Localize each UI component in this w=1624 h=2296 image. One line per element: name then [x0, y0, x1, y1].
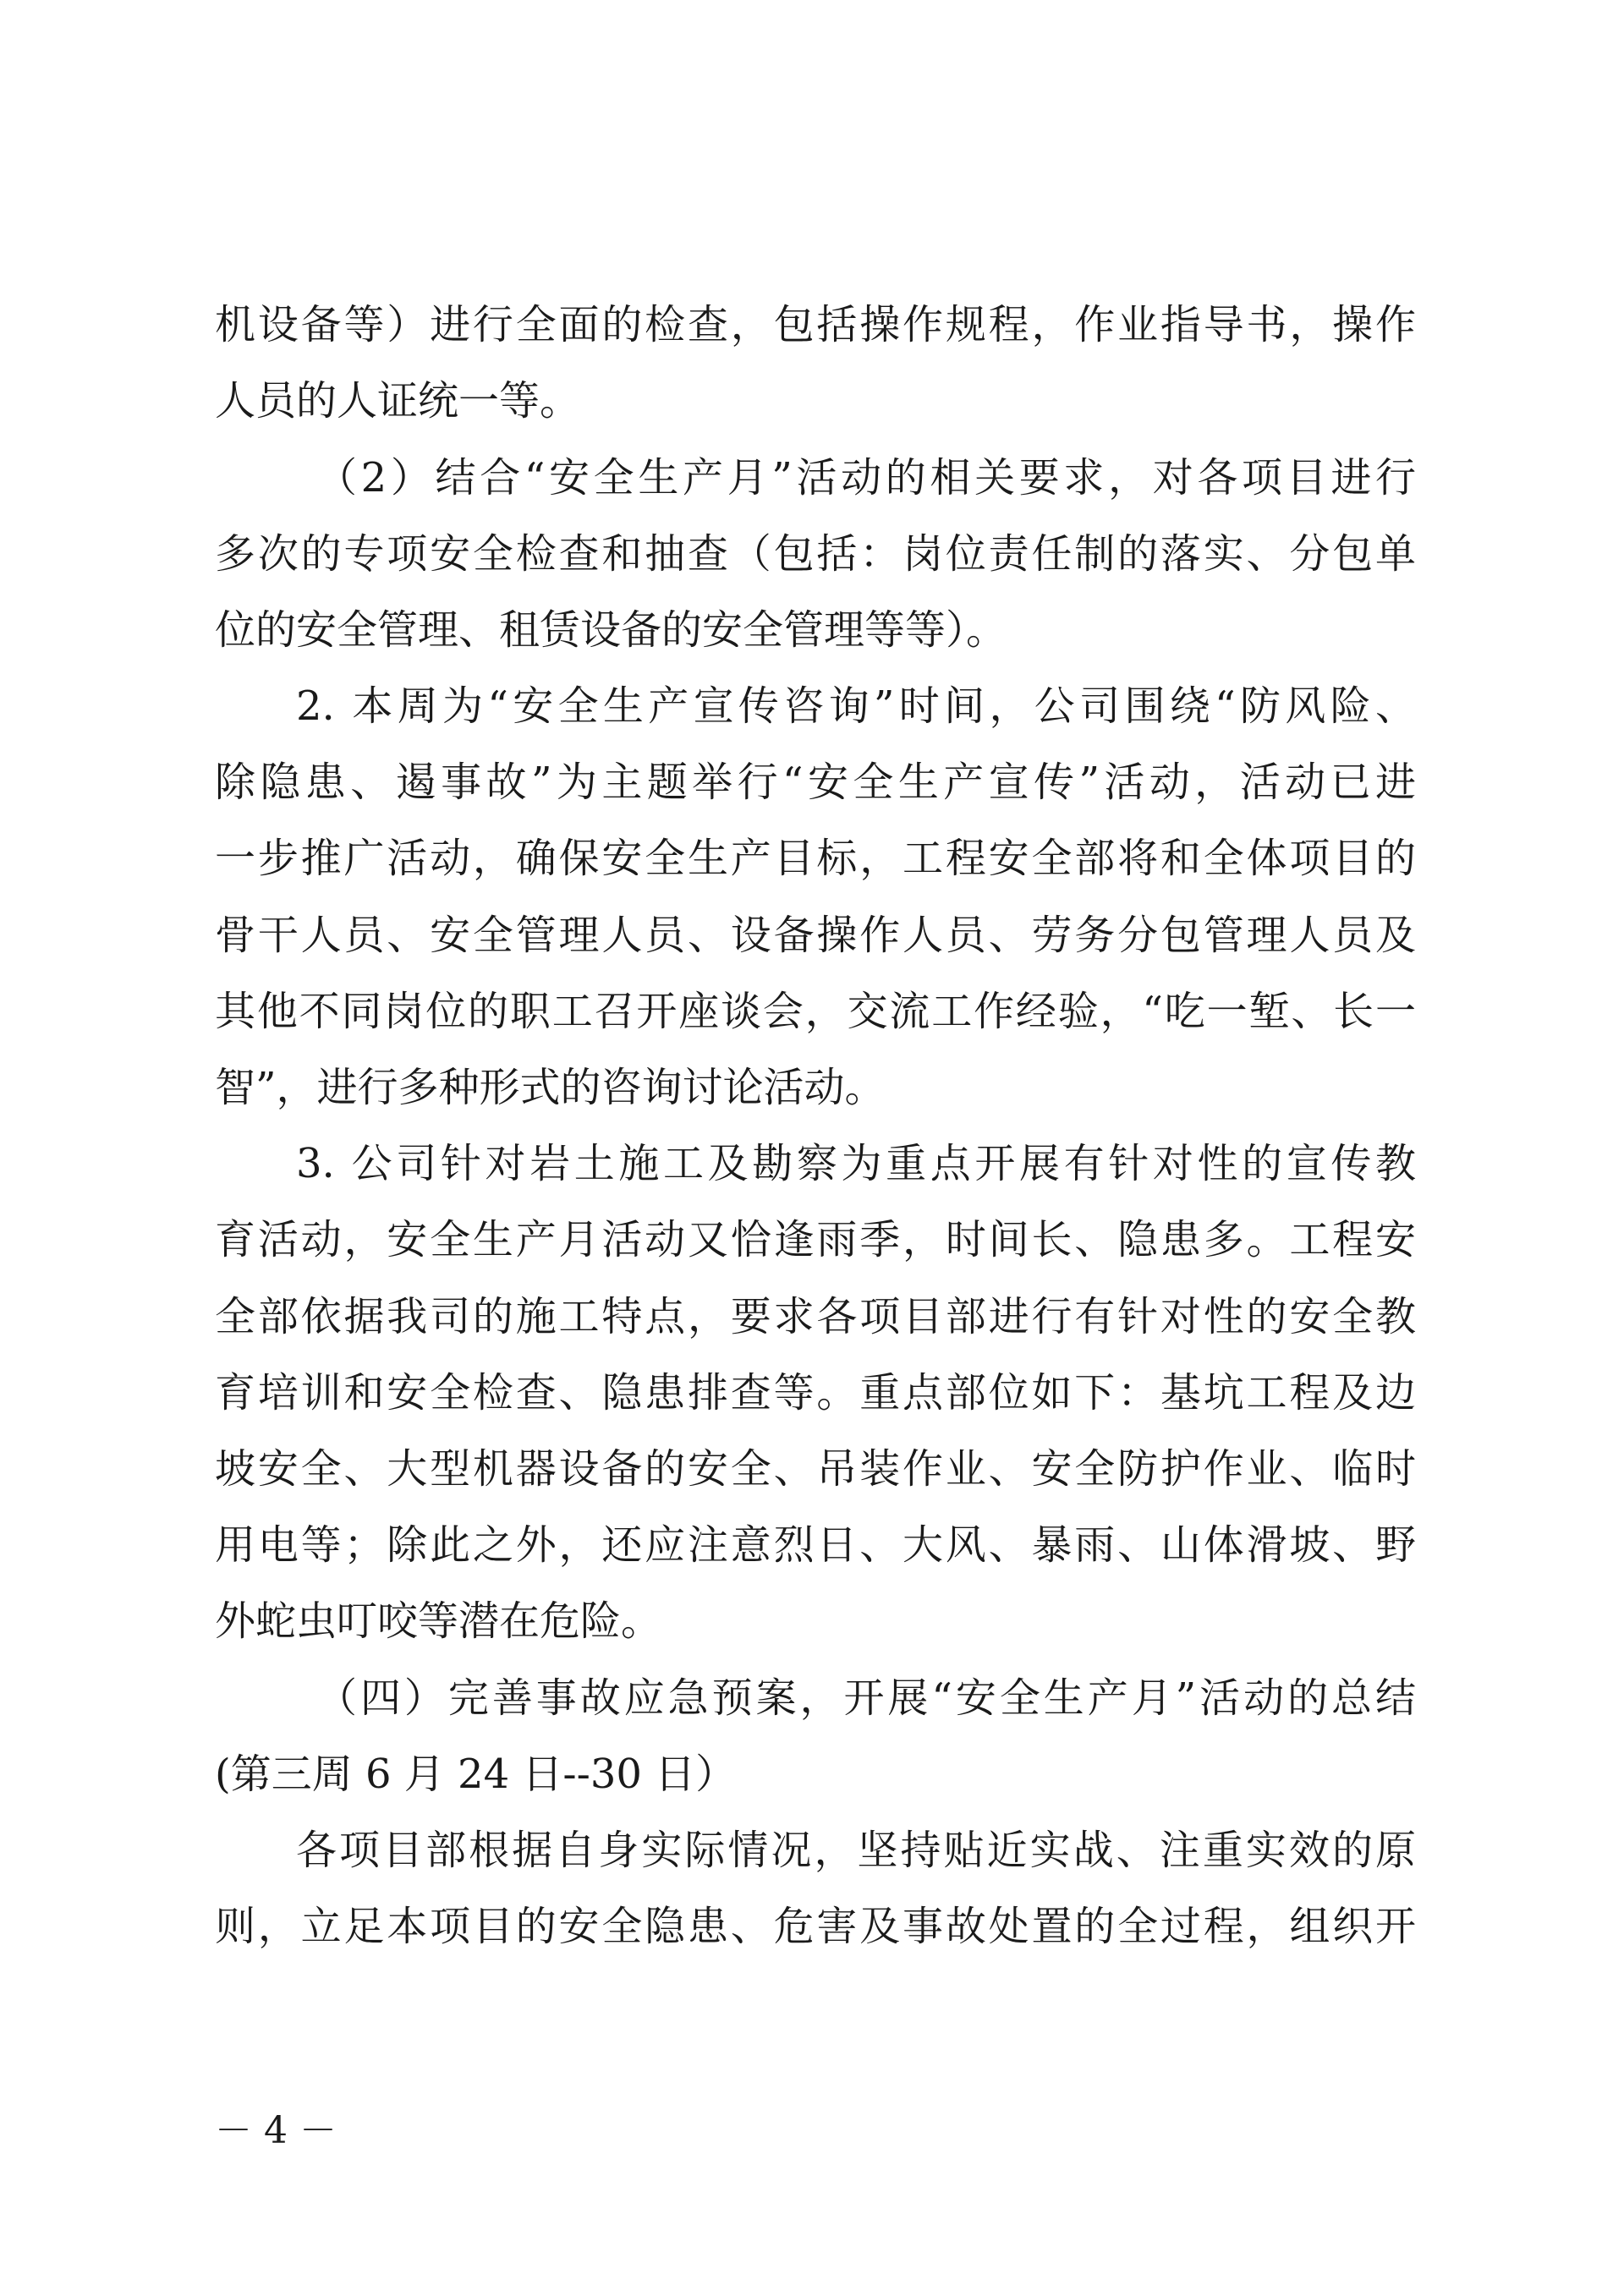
- section-heading-line: (第三周 6 月 24 日--30 日）: [215, 1751, 737, 1798]
- paragraph-line: 其他不同岗位的职工召开座谈会，交流工作经验，“吃一堑、长一: [215, 988, 1416, 1035]
- paragraph-line: 位的安全管理、租赁设备的安全管理等等）。: [215, 606, 1007, 654]
- paragraph-line: 人员的人证统一等。: [215, 377, 581, 425]
- paragraph-line: 骨干人员、安全管理人员、设备操作人员、劳务分包管理人员及: [215, 912, 1416, 959]
- paragraph-line: 用电等；除此之外，还应注意烈日、大风、暴雨、山体滑坡、野: [215, 1521, 1416, 1569]
- paragraph-line: 全部依据我司的施工特点，要求各项目部进行有针对性的安全教: [215, 1293, 1416, 1340]
- paragraph-line: 机设备等）进行全面的检查，包括操作规程，作业指导书，操作: [215, 301, 1416, 348]
- paragraph-line: （2）结合“安全生产月”活动的相关要求，对各项目进行: [316, 454, 1416, 501]
- paragraph-line: 除隐患、遏事故”为主题举行“安全生产宣传”活动，活动已进: [215, 759, 1416, 806]
- paragraph-line: 3. 公司针对岩土施工及勘察为重点开展有针对性的宣传教: [296, 1140, 1416, 1187]
- page-number: － 4 －: [215, 2109, 337, 2152]
- paragraph-line: 智”，进行多种形式的咨询讨论活动。: [215, 1064, 886, 1111]
- paragraph-line: 2. 本周为“安全生产宣传咨询”时间，公司围绕“防风险、: [296, 682, 1416, 730]
- section-heading-line: （四）完善事故应急预案，开展“安全生产月”活动的总结: [316, 1674, 1416, 1722]
- paragraph-line: 各项目部根据自身实际情况，坚持贴近实战、注重实效的原: [296, 1827, 1416, 1874]
- paragraph-line: 外蛇虫叮咬等潜在危险。: [215, 1597, 662, 1645]
- paragraph-line: 一步推广活动，确保安全生产目标，工程安全部将和全体项目的: [215, 835, 1416, 882]
- paragraph-line: 坡安全、大型机器设备的安全、吊装作业、安全防护作业、临时: [215, 1445, 1416, 1493]
- paragraph-line: 育培训和安全检查、隐患排查等。重点部位如下：基坑工程及边: [215, 1369, 1416, 1417]
- paragraph-line: 则，立足本项目的安全隐患、危害及事故处置的全过程，组织开: [215, 1903, 1416, 1950]
- paragraph-line: 育活动，安全生产月活动又恰逢雨季，时间长、隐患多。工程安: [215, 1216, 1416, 1263]
- paragraph-line: 多次的专项安全检查和抽查（包括：岗位责任制的落实、分包单: [215, 530, 1416, 578]
